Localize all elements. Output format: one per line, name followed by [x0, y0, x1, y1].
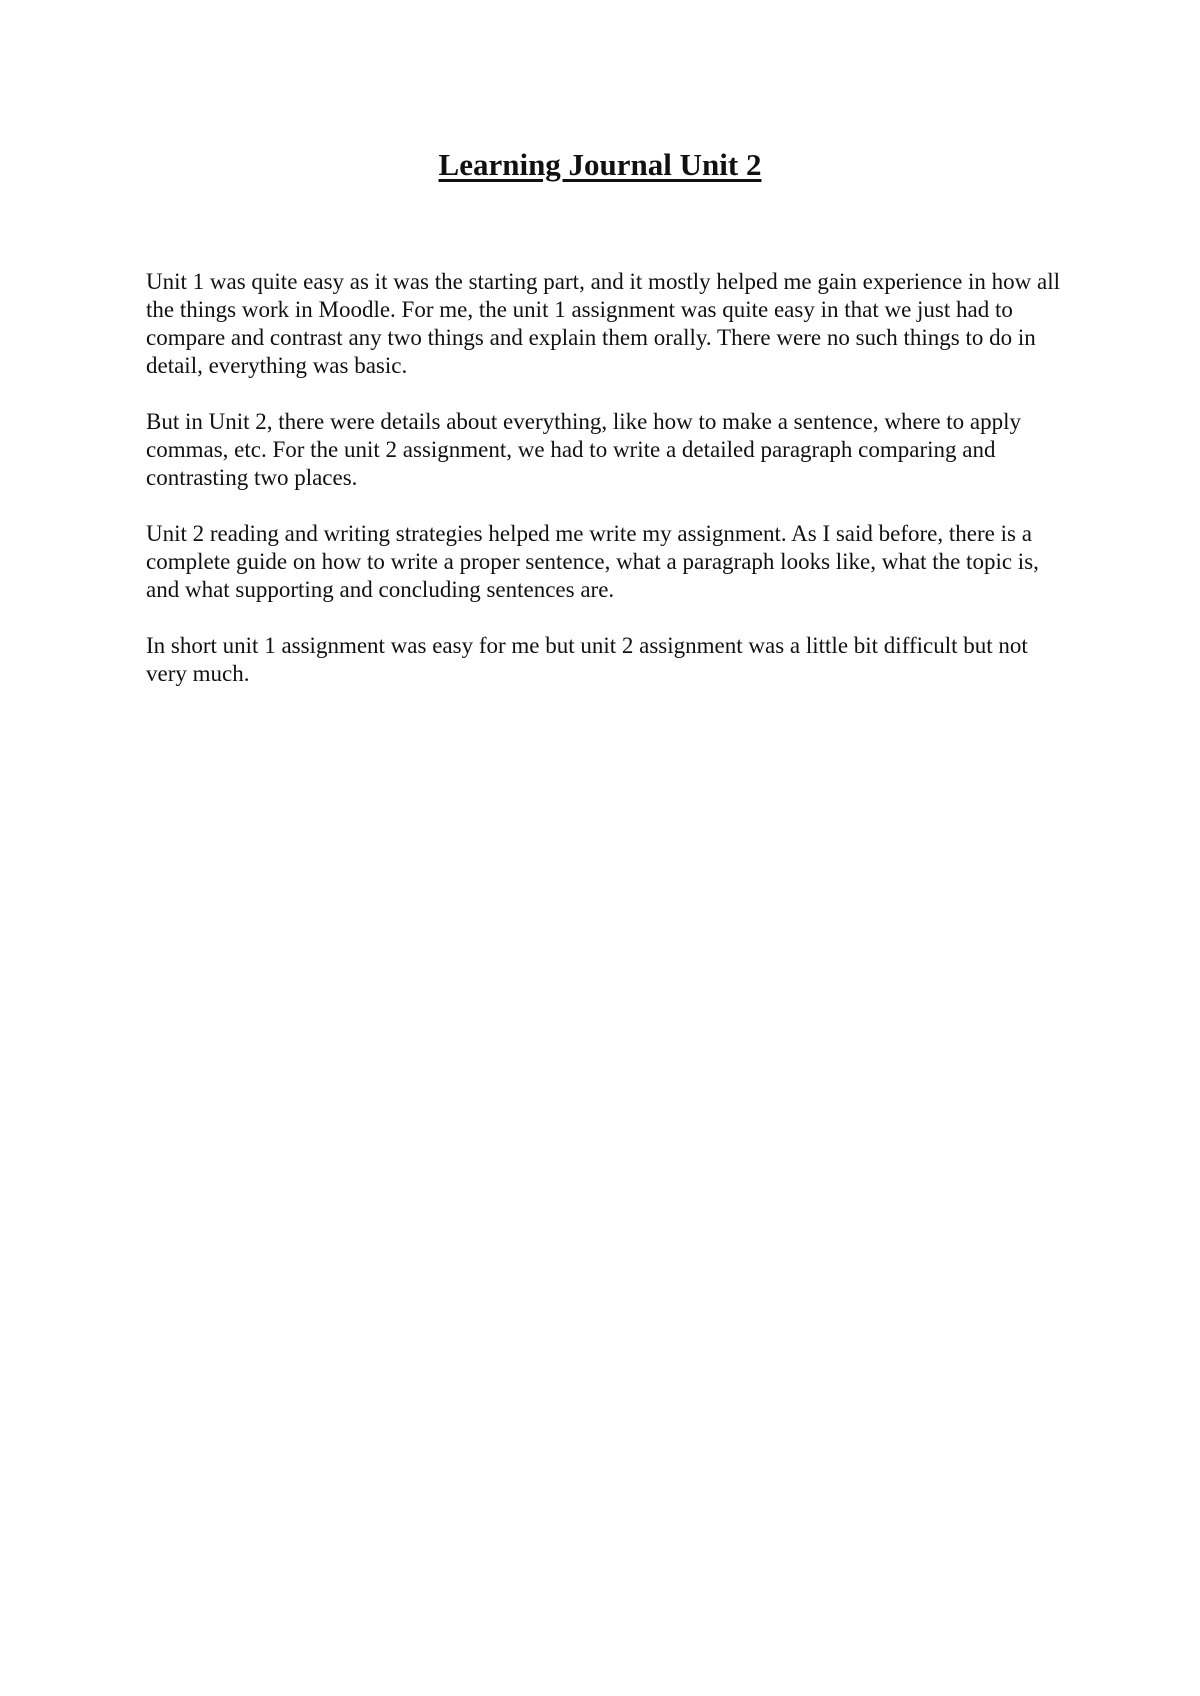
- paragraph-2: But in Unit 2, there were details about everything, like how to make a sentence, where to apply commas, etc. For the unit 2 assignment, we had to write a detailed paragraph comparing and contrasting two places.: [146, 409, 1022, 490]
- paragraph-1: Unit 1 was quite easy as it was the starting part, and it mostly helped me gain experience in how all the things work in Moodle. For me, the unit 1 assignment was quite easy in that we just had to compare and contrast any two things and explain them orally. There were no such things to do in detail, everything was basic.: [146, 269, 1061, 378]
- paragraph-3: Unit 2 reading and writing strategies helped me write my assignment. As I said before, there is a complete guide on how to write a proper sentence, what a paragraph looks like, what the topic is, and what supporting and concluding sentences are.: [146, 521, 1039, 602]
- document-body: [146, 268, 1066, 716]
- paragraph-4: In short unit 1 assignment was easy for me but unit 2 assignment was a little bit difficult but not very much.: [146, 633, 1028, 686]
- document-title: Learning Journal Unit 2: [438, 147, 762, 182]
